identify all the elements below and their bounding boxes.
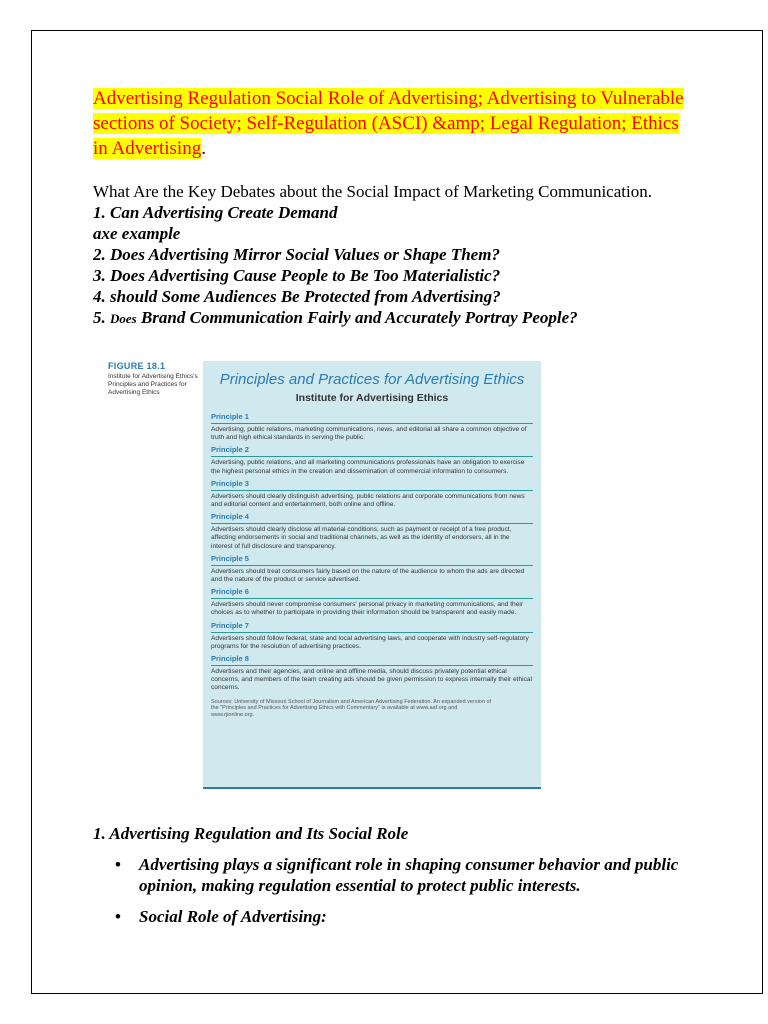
question-1: 1. Can Advertising Create Demand	[93, 203, 338, 222]
principle-1	[211, 412, 533, 442]
principle-label: Principle 1	[211, 412, 533, 424]
heading-highlighted-text: Advertising Regulation Social Role of Advertising; Advertising to Vulnerable sections of Society; Self-Regulation (ASCI) &amp; Legal Regulation; Ethics in Advertising	[93, 88, 684, 159]
question-4: 4. should Some Audiences Be Protected from Advertising?	[93, 287, 501, 306]
question-5-small-word: Does	[110, 311, 137, 326]
intro-text: What Are the Key Debates about the Social Impact of Marketing Communication.	[93, 182, 652, 201]
question-1-example: axe example	[93, 224, 181, 243]
heading-period: .	[201, 138, 206, 159]
principle-text: Advertisers should follow federal, state and local advertising laws, and cooperate with industry self-regulatory programs for the resolution of advertising practices.	[211, 634, 529, 650]
question-5-prefix: 5.	[93, 308, 110, 327]
principle-label: Principle 5	[211, 554, 533, 566]
bullet-list	[115, 854, 695, 937]
figure-description: Institute for Advertising Ethics's Principles and Practices for Advertising Ethics	[108, 373, 198, 396]
list-item	[115, 906, 695, 927]
bullet-text: Social Role of Advertising:	[139, 907, 327, 926]
bullet-text: Advertising plays a significant role in shaping consumer behavior and public opinion, making regulation essential to protect public interests.	[139, 855, 679, 895]
principle-text: Advertisers and their agencies, and online and offline media, should discuss privately potential ethical concerns, and members of the team creating ads should be given permission to express internally their ethical concerns.	[211, 668, 533, 692]
principle-label: Principle 3	[211, 479, 533, 491]
principle-text: Advertisers should clearly disclose all material conditions, such as payment or receipt of a free product, affecting endorsements in social and traditional channels, as well as the identity of endorsers, all in the interest of full disclosure and transparency.	[211, 526, 512, 550]
principle-2	[211, 445, 533, 475]
principle-label: Principle 2	[211, 445, 533, 457]
figure-sources: Sources: University of Missouri School of Journalism and American Advertising Federation. An expanded version of the "Principles and Practices for Advertising Ethics with Commentary" is available at www.aaf.org and www.rjionline.org.	[211, 698, 492, 719]
principle-text: Advertising, public relations, and all marketing communications professionals have an obligation to exercise the highest personal ethics in the creation and dissemination of commercial information to consumers.	[211, 459, 525, 475]
principle-text: Advertisers should treat consumers fairly based on the nature of the audience to whom the ads are directed and the nature of the product or service advertised.	[211, 567, 525, 584]
principle-text: Advertisers should never compromise consumers' personal privacy in marketing communications, and their choices as to whether to participate in providing their information should be transparent and easily made.	[211, 601, 524, 617]
bullet-marker: •	[115, 907, 121, 926]
principle-label: Principle 4	[211, 512, 533, 524]
figure-caption	[108, 361, 200, 397]
principle-7	[211, 621, 533, 651]
principle-4	[211, 512, 533, 551]
principle-text: Advertising, public relations, marketing communications, news, and editorial all share a common objective of truth and high ethical standards in serving the public.	[211, 426, 527, 442]
question-5-rest: Brand Communication Fairly and Accurately Portray People?	[136, 308, 578, 327]
question-2: 2. Does Advertising Mirror Social Values or Shape Them?	[93, 245, 500, 264]
ethics-figure-panel	[203, 361, 541, 789]
section-heading: 1. Advertising Regulation and Its Social Role	[93, 824, 409, 843]
principle-label: Principle 6	[211, 587, 533, 599]
principle-5	[211, 554, 533, 584]
principle-6	[211, 587, 533, 617]
list-item	[115, 854, 695, 896]
document-heading	[93, 86, 693, 161]
figure-title: Principles and Practices for Advertising Ethics	[219, 371, 525, 388]
principle-label: Principle 7	[211, 621, 533, 633]
debates-block	[93, 181, 713, 329]
principle-text: Advertisers should clearly distinguish advertising, public relations and corporate communications from news and editorial content and entertainment, both online and offline.	[211, 492, 525, 509]
principle-label: Principle 8	[211, 654, 533, 666]
question-5	[93, 307, 713, 329]
figure-number: FIGURE 18.1	[108, 361, 166, 371]
principle-3	[211, 479, 533, 509]
figure-subtitle: Institute for Advertising Ethics	[295, 392, 449, 404]
question-3: 3. Does Advertising Cause People to Be Too Materialistic?	[93, 266, 501, 285]
principle-8	[211, 654, 533, 693]
bullet-marker: •	[115, 855, 121, 874]
